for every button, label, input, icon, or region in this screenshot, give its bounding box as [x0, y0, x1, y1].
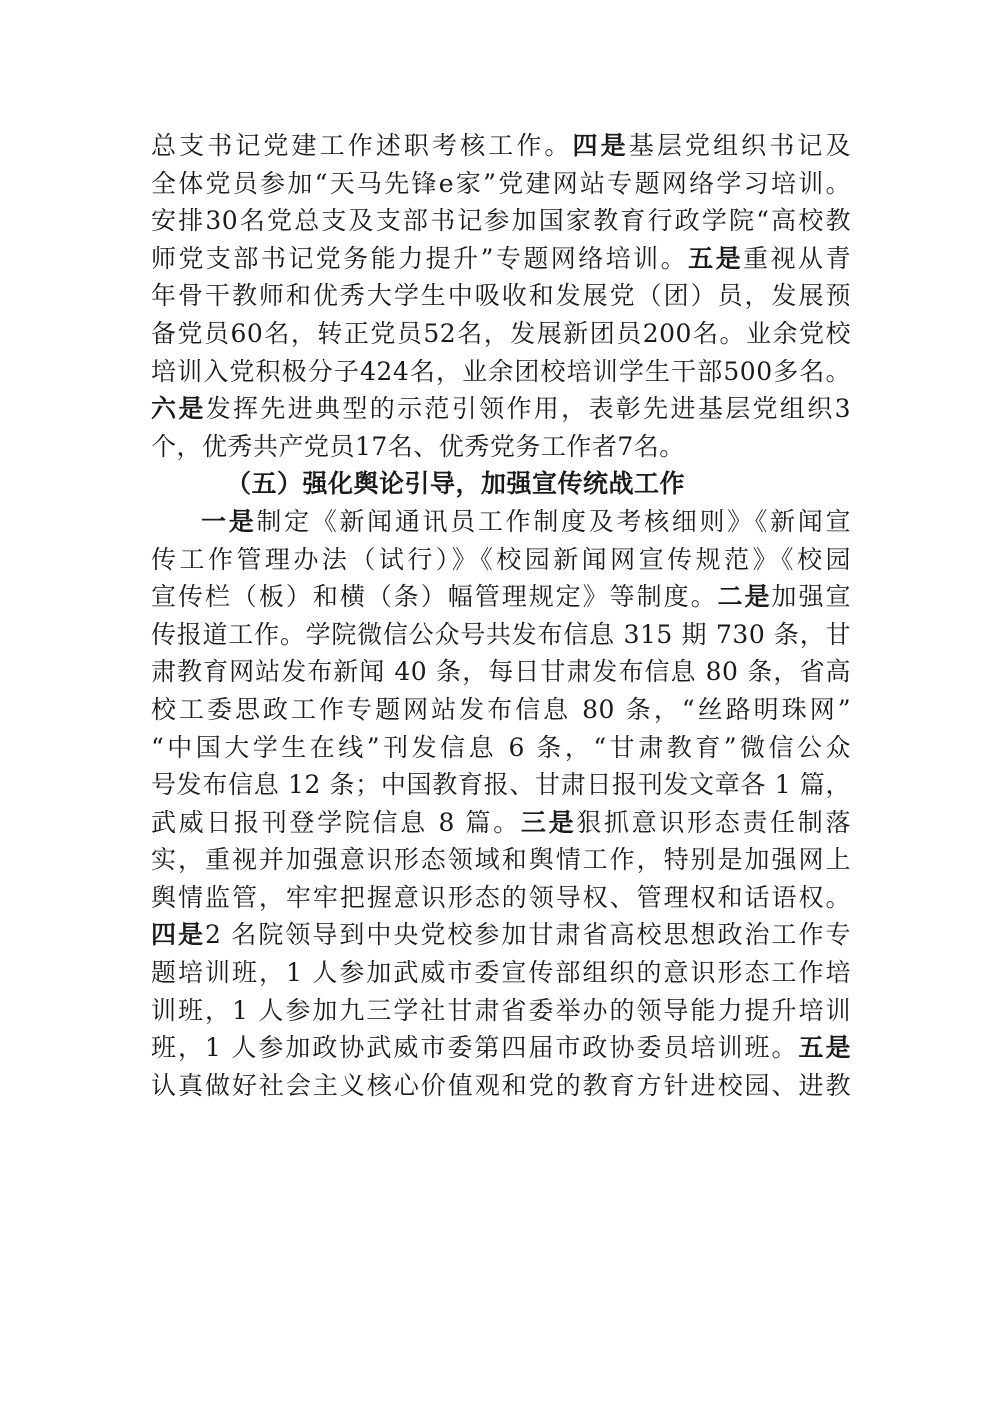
text-line [151, 1067, 851, 1105]
text-line [151, 277, 851, 315]
text-line [151, 729, 851, 767]
text-line [151, 879, 851, 917]
text-line [151, 653, 851, 691]
text-segment: 制定《新闻通讯员工作制度及考核细则》《新闻宣 [256, 506, 851, 536]
text-segment: 加强宣 [771, 582, 851, 612]
text-segment: 传报道工作。学院微信公众号共发布信息 315 期 730 条，甘 [151, 619, 851, 649]
section-heading [151, 465, 851, 503]
text-segment: 重视从青 [743, 243, 851, 273]
bold-marker: 三是 [520, 807, 577, 837]
text-line [151, 165, 851, 203]
text-segment: 班，1 人参加政协武威市委第四届市政协委员培训班。 [151, 1033, 799, 1063]
text-segment: 培训入党积极分子424名，业余团校培训学生干部500多名。 [151, 356, 851, 386]
text-segment: 安排30名党总支及支部书记参加国家教育行政学院“高校教 [151, 206, 851, 236]
text-line [151, 578, 851, 616]
text-line [151, 691, 851, 729]
bold-marker: 四是 [151, 920, 206, 950]
text-line [151, 541, 851, 579]
text-segment: 传工作管理办法（试行）》《校园新闻网宣传规范》《校园 [151, 544, 851, 574]
text-segment: 备党员60名，转正党员52名，发展新团员200名。业余党校 [151, 318, 851, 348]
text-line [151, 841, 851, 879]
text-line [151, 992, 851, 1030]
text-line [151, 428, 851, 466]
text-line [151, 390, 851, 428]
text-line [151, 616, 851, 654]
text-segment: 校工委思政工作专题网站发布信息 80 条，“丝路明珠网” [151, 694, 851, 724]
text-line [151, 202, 851, 240]
bold-marker: 四是 [572, 131, 629, 160]
text-line [151, 503, 851, 541]
text-line [151, 315, 851, 353]
bold-marker: 五是 [688, 243, 744, 273]
document-body [151, 127, 851, 1104]
text-segment: 狠抓意识形态责任制落 [576, 807, 851, 837]
text-segment: 题培训班，1 人参加武威市委宣传部组织的意识形态工作培 [151, 958, 851, 988]
bold-marker: 一是 [201, 506, 257, 536]
text-line [151, 353, 851, 391]
text-segment: 个，优秀共产党员17名、优秀党务工作者7名。 [151, 431, 685, 461]
text-segment: 号发布信息 12 条；中国教育报、甘肃日报刊发文章各 1 篇， [151, 770, 851, 800]
text-line [151, 954, 851, 992]
bold-marker: 二是 [717, 582, 772, 612]
text-segment: 发挥先进典型的示范引领作用，表彰先进基层党组织3 [205, 394, 851, 424]
text-segment: 认真做好社会主义核心价值观和党的教育方针进校园、进教 [151, 1070, 851, 1100]
bold-marker: （五）强化舆论引导，加强宣传统战工作 [226, 469, 686, 499]
bold-marker: 五是 [798, 1033, 851, 1063]
text-segment: 肃教育网站发布新闻 40 条，每日甘肃发布信息 80 条，省高 [151, 657, 851, 687]
text-segment: 年骨干教师和优秀大学生中吸收和发展党（团）员，发展预 [151, 281, 851, 311]
text-segment: 武威日报刊登学院信息 8 篇。 [151, 807, 521, 837]
text-line [151, 916, 851, 954]
text-segment: 师党支部书记党务能力提升”专题网络培训。 [151, 243, 689, 273]
text-segment: “中国大学生在线”刊发信息 6 条，“甘肃教育”微信公众 [151, 732, 851, 762]
text-line [151, 127, 851, 165]
text-segment: 实，重视并加强意识形态领域和舆情工作，特别是加强网上 [151, 845, 851, 875]
text-line [151, 804, 851, 842]
text-segment: 2 名院领导到中央党校参加甘肃省高校思想政治工作专 [205, 920, 851, 950]
bold-marker: 六是 [151, 394, 206, 424]
text-line [151, 1029, 851, 1067]
text-segment: 训班，1 人参加九三学社甘肃省委举办的领导能力提升培训 [151, 995, 851, 1025]
text-segment: 舆情监管，牢牢把握意识形态的领导权、管理权和话语权。 [151, 882, 851, 912]
text-segment: 总支书记党建工作述职考核工作。 [151, 131, 573, 160]
text-segment: 全体党员参加“天马先锋e家”党建网站专题网络学习培训。 [151, 168, 851, 198]
text-segment: 基层党组织书记及 [628, 131, 851, 160]
text-segment: 宣传栏（板）和横（条）幅管理规定》等制度。 [151, 582, 718, 612]
text-line [151, 766, 851, 804]
text-line [151, 240, 851, 278]
